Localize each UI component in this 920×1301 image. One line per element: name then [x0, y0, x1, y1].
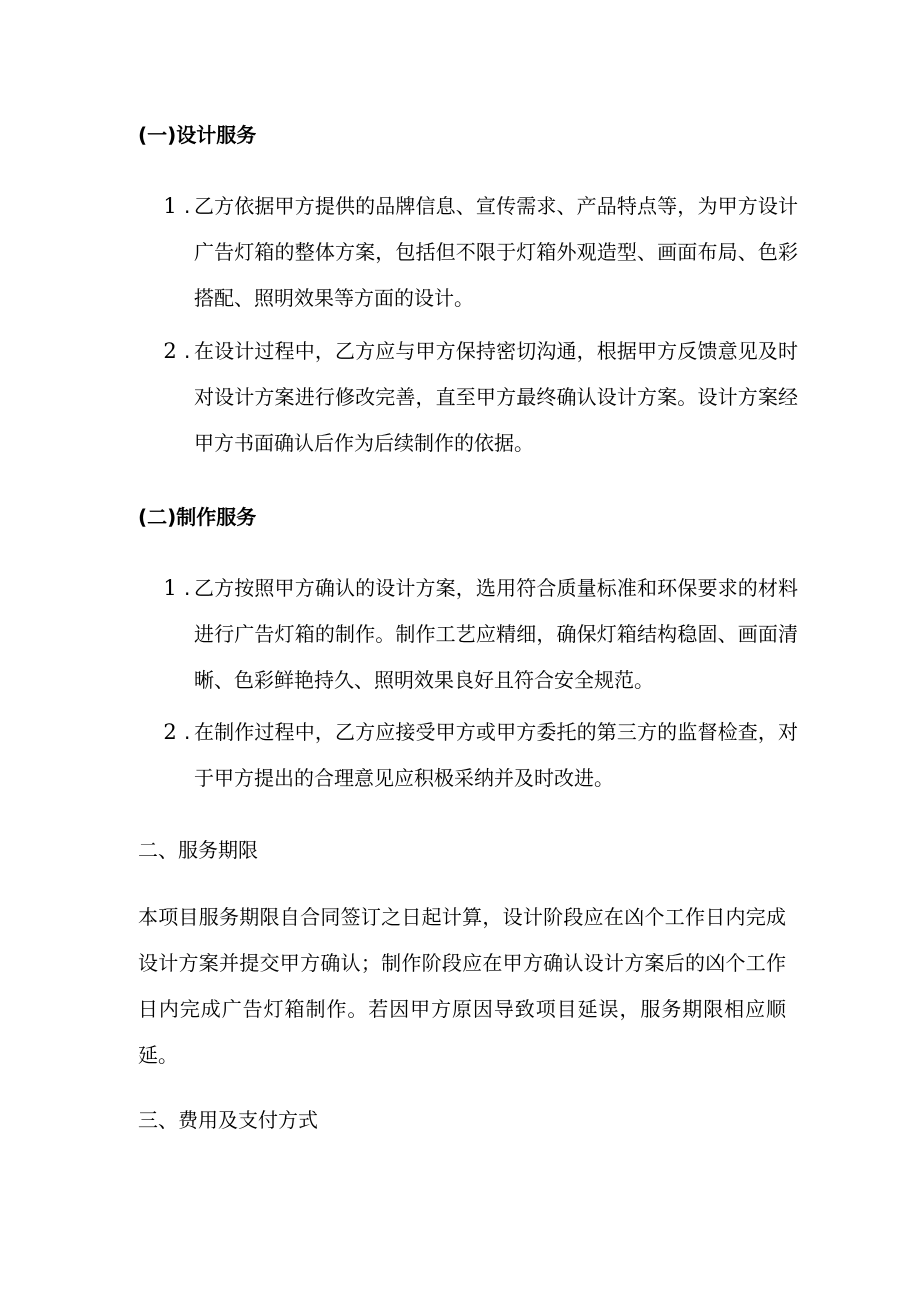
list-item-number: 2 [163, 339, 177, 363]
list-item-number: 1 [163, 576, 177, 600]
section-heading-production: (二)制作服务 [138, 505, 257, 529]
list-item-text: 乙方依据甲方提供的品牌信息、宣传需求、产品特点等，为甲方设计广告灯箱的整体方案，包括但不限于灯箱外观造型、画面布局、色彩搭配、照明效果等方面的设计。 [194, 194, 798, 310]
list-item-separator: . [184, 576, 191, 600]
list-item-separator: . [184, 194, 191, 218]
list-item-text: 在设计过程中，乙方应与甲方保持密切沟通，根据甲方反馈意见及时对设计方案进行修改完善，直至甲方最终确认设计方案。设计方案经甲方书面确认后作为后续制作的依据。 [194, 339, 798, 455]
service-term-paragraph: 本项目服务期限自合同签订之日起计算，设计阶段应在凶个工作日内完成设计方案并提交甲方确认；制作阶段应在甲方确认设计方案后的凶个工作日内完成广告灯箱制作。若因甲方原因导致项目延误，服务期限相应顺延。 [138, 905, 786, 1067]
section-heading-design: (一)设计服务 [138, 123, 257, 147]
section-title-fees-payment: 三、费用及支付方式 [138, 1108, 318, 1132]
list-item-number: 2 [163, 720, 177, 744]
list-item-separator: . [184, 339, 191, 363]
section-title-service-term: 二、服务期限 [138, 838, 258, 862]
list-item-number: 1 [163, 194, 177, 218]
list-item-text: 在制作过程中，乙方应接受甲方或甲方委托的第三方的监督检查，对于甲方提出的合理意见应积极采纳并及时改进。 [194, 720, 798, 790]
list-item-text: 乙方按照甲方确认的设计方案，选用符合质量标准和环保要求的材料进行广告灯箱的制作。制作工艺应精细，确保灯箱结构稳固、画面清晰、色彩鲜艳持久、照明效果良好且符合安全规范。 [194, 576, 798, 692]
list-item-separator: . [184, 720, 191, 744]
